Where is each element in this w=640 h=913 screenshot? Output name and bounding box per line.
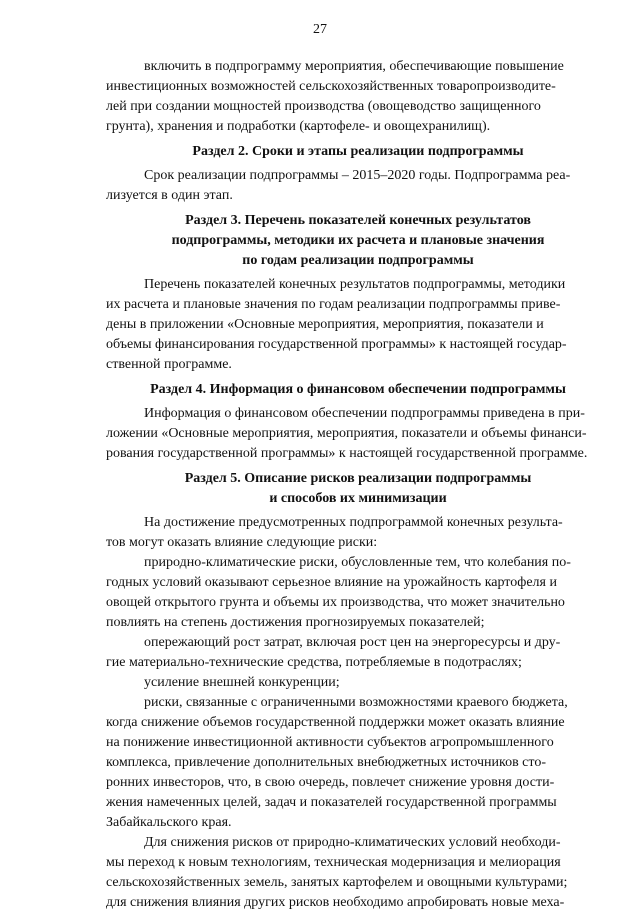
paragraph-risk-budget: риски, связанные с ограниченными возможностями краевого бюджета, когда снижение объемов государственной поддержки может оказать влияние на понижение инвестиционной активности субъектов агропромышленного комплекса, привлечение дополнительных внебюджетных источников сто- ронних инвесторов, что, в свою очередь, повлечет снижение уровня дости- жения намеченных целей, задач и показателей государственной программы Забайкальского края. (106, 695, 568, 830)
page-content (106, 57, 610, 913)
paragraph-financing: Информация о финансовом обеспечении подпрограммы приведена в при- ложении «Основные мероприятия, мероприятия, показатели и объемы финанси- рования государственной программы» к настоящей государственной программе. (106, 406, 588, 461)
paragraph-risk-climate: природно-климатические риски, обусловленные тем, что колебания по- годных условий оказывают серьезное влияние на урожайность картофеля и овощей открытого грунта и объемы их производства, что может значительно повлиять на степень достижения прогнозируемых показателей; (106, 555, 571, 630)
paragraph-indicators: Перечень показателей конечных результатов подпрограммы, методики их расчета и плановые значения по годам реализации подпрограммы приве- дены в приложении «Основные мероприятия, мероприятия, показатели и объемы финансирования государственной программы» к настоящей государ- ственной программе. (106, 277, 567, 372)
section-4-heading: Раздел 4. Информация о финансовом обеспечении подпрограммы (150, 382, 566, 397)
paragraph-intro: включить в подпрограмму мероприятия, обеспечивающие повышение инвестиционных возможностей сельскохозяйственных товаропроизводите- лей при создании мощностей производства (овощеводство защищенного грунта), хранения и подработки (картофеле- и овощехранилищ). (106, 59, 564, 134)
paragraph-mitigation: Для снижения рисков от природно-климатических условий необходи- мы переход к новым технологиям, техническая модернизация и мелиорация сельскохозяйственных земель, занятых картофелем и овощными культурами; для снижения влияния других рисков необходимо апробировать новые меха- (106, 835, 568, 910)
paragraph-risks-intro: На достижение предусмотренных подпрограммой конечных результа- тов могут оказать влияние следующие риски: (106, 515, 563, 550)
paragraph-risk-competition: усиление внешней конкуренции; (144, 675, 340, 690)
paragraph-risk-costs: опережающий рост затрат, включая рост цен на энергоресурсы и дру- гие материально-технические средства, потребляемые в подотраслях; (106, 635, 561, 670)
section-3-heading: Раздел 3. Перечень показателей конечных результатов подпрограммы, методики их расчета и плановые значения по годам реализации подпрограммы (171, 213, 545, 268)
page-number: 27 (313, 22, 327, 37)
paragraph-term: Срок реализации подпрограммы – 2015–2020 годы. Подпрограмма реа- лизуется в один этап. (106, 168, 571, 203)
section-5-heading: Раздел 5. Описание рисков реализации подпрограммы и способов их минимизации (184, 471, 532, 506)
section-2-heading: Раздел 2. Сроки и этапы реализации подпрограммы (192, 144, 524, 159)
